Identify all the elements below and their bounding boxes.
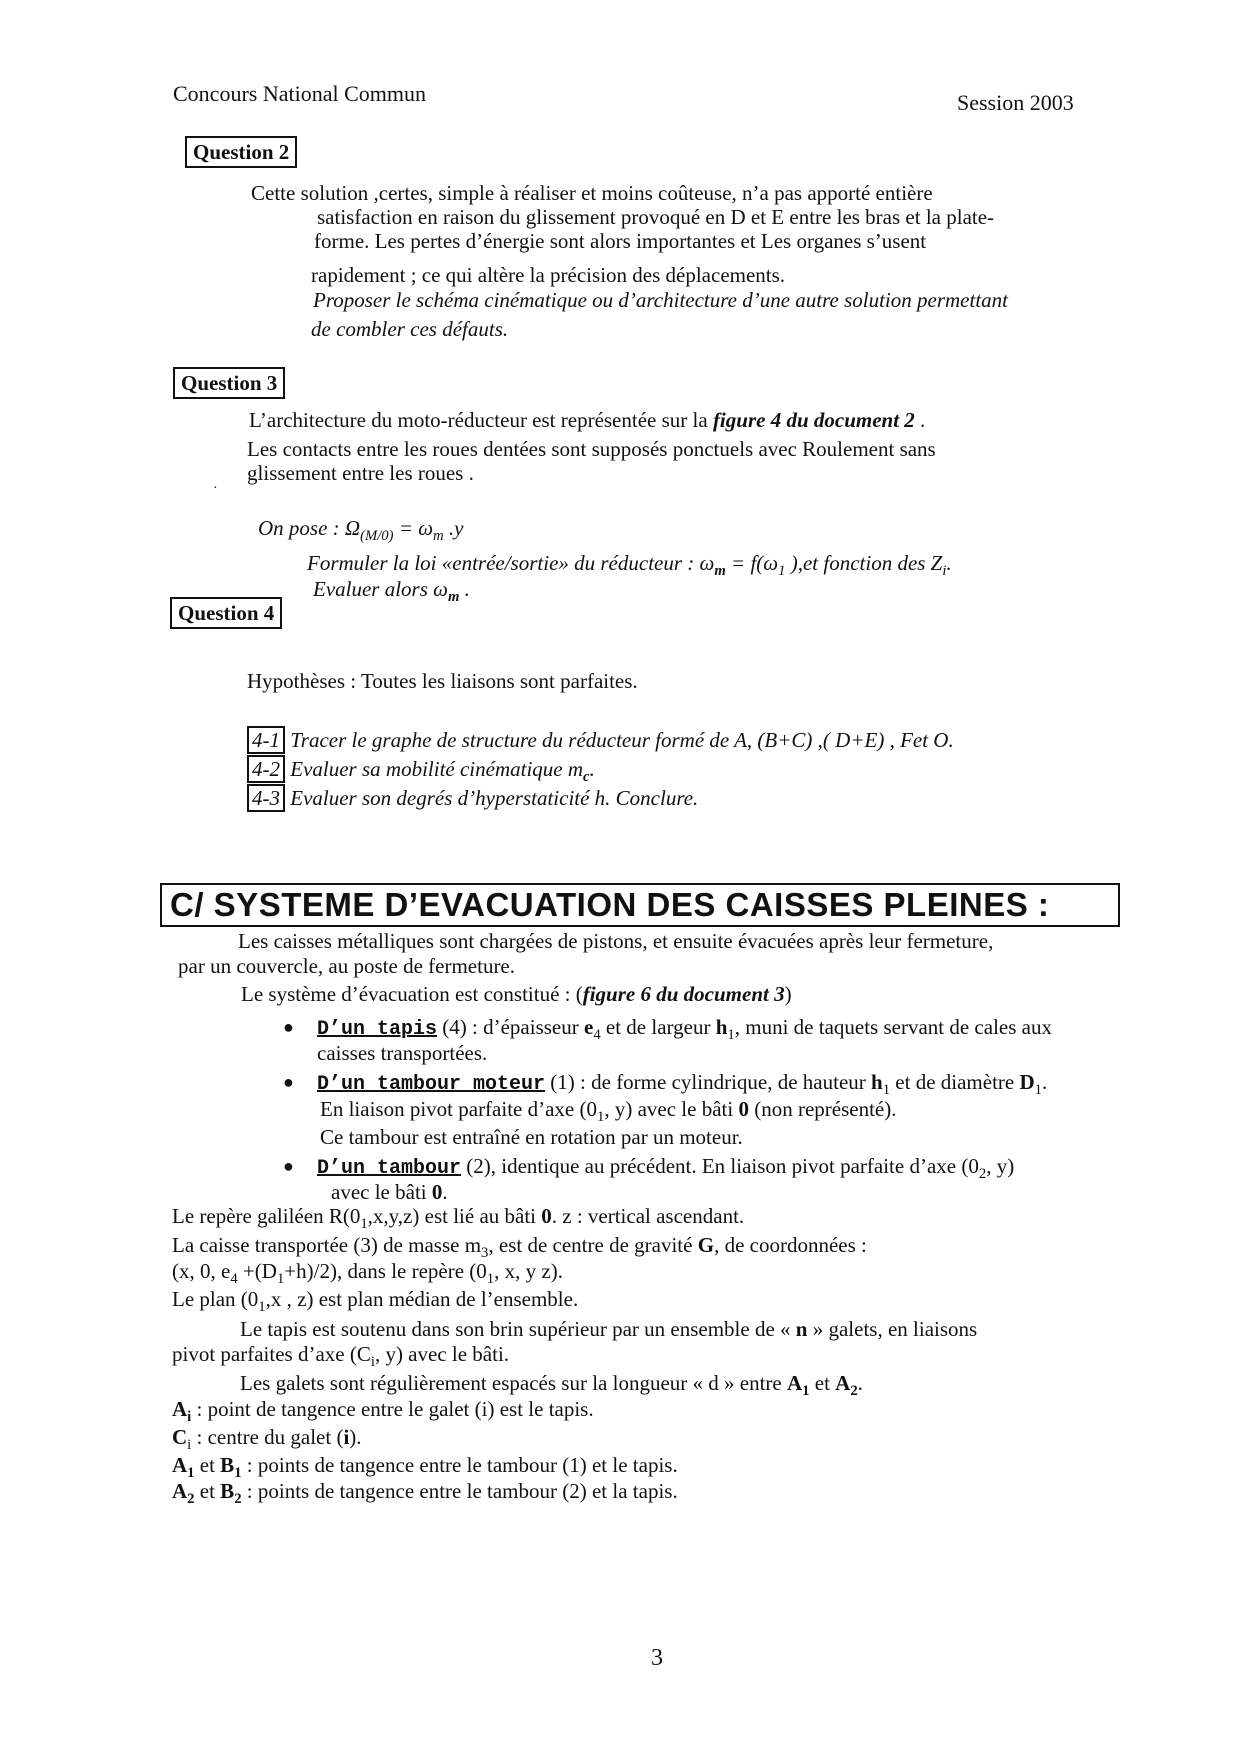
sc-bullet-1-h-sub: 1 (727, 1027, 735, 1044)
sc-def-2 (172, 1424, 362, 1455)
sc-bullet-1-line-2: caisses transportées. (317, 1041, 488, 1065)
sc-def-4-text: : points de tangence entre le tambour (2) et la tapis. (241, 1479, 678, 1503)
q3-formula-end-sub: i (942, 563, 947, 580)
q3-pose-eq-sub: m (433, 528, 444, 545)
sc-bullet-2-h: h (871, 1070, 883, 1094)
sc-def-1-sym: A (172, 1397, 188, 1421)
sc-p7-mid: et (809, 1371, 836, 1395)
sc-p3-sub2: 1 (276, 1271, 285, 1288)
sc-p1-mid: ,x,y,z) est lié au bâti (367, 1204, 542, 1228)
q3-pose (258, 515, 463, 546)
q2-line-4: rapidement ; ce qui altère la précision des déplacements. (311, 263, 786, 287)
sc-p7-a1: A (786, 1371, 803, 1395)
sc-bullet-3-end: , y) (986, 1154, 1015, 1178)
sc-bullet-1-h: h (715, 1015, 728, 1039)
q3-formula-sub: m (714, 563, 726, 580)
q4-item-1 (247, 727, 954, 753)
q3-formula-mid: = f(ω (725, 551, 779, 575)
q4-item-1-text: Tracer le graphe de structure du réducteur formé de A, (B+C) ,( D+E) , Fet O. (290, 728, 954, 752)
sc-bullet-3-line-2 (331, 1179, 448, 1205)
sc-def-3-b: B (220, 1453, 235, 1477)
bullet-icon: ● (283, 1156, 294, 1176)
sc-intro-3 (241, 981, 792, 1007)
sc-bullet-2-l2-end: , y) avec le bâti (604, 1097, 739, 1121)
sc-bullet-1-text3: , muni de taquets servant de cales aux (734, 1015, 1052, 1039)
q3-line-3: glissement entre les roues . (247, 461, 474, 485)
sc-p4-sub: 1 (258, 1299, 266, 1316)
sc-bullet-3-l2-zero: 0 (431, 1180, 443, 1204)
q3-pose-eq: = ω (393, 516, 434, 540)
q3-evaluate (313, 576, 470, 607)
sc-intro-3-ref: figure 6 du document 3 (582, 982, 785, 1006)
sc-p6 (172, 1341, 509, 1372)
sc-def-2-end: ). (349, 1425, 362, 1449)
q4-item-2 (247, 756, 595, 787)
sc-intro-3-end: ) (784, 982, 792, 1006)
q3-formula-mid-sub: 1 (778, 563, 786, 580)
sc-bullet-2-d: D (1019, 1070, 1035, 1094)
sc-intro-2: par un couvercle, au poste de fermeture. (178, 954, 516, 978)
sc-def-1 (172, 1396, 594, 1427)
sc-p2-text: La caisse transportée (3) de masse m (172, 1233, 482, 1257)
sc-p7-text: Les galets sont régulièrement espacés sur la longueur « d » entre (240, 1371, 787, 1395)
sc-bullet-3-text: (2), identique au précédent. En liaison pivot parfaite d’axe (0 (461, 1154, 979, 1178)
sc-bullet-1-e: e (583, 1015, 594, 1039)
q3-pose-sub: (M/0) (360, 528, 394, 545)
q3-formula-text: Formuler la loi «entrée/sortie» du réducteur : ω (307, 551, 715, 575)
sc-p7-a2: A (835, 1371, 851, 1395)
q3-evaluate-sub: m (447, 589, 460, 606)
sc-p5-text: Le tapis est soutenu dans son brin supérieur par un ensemble de « (240, 1317, 796, 1341)
q4-item-3-text: Evaluer son degrés d’hyperstaticité h. Conclure. (290, 786, 699, 810)
q3-figure-ref: figure 4 du document 2 (712, 408, 915, 432)
q3-formula-end: ),et fonction des Z (785, 551, 943, 575)
sc-def-4-a: A (172, 1479, 188, 1503)
sc-def-1-sub: i (187, 1409, 192, 1426)
sc-def-2-i: i (343, 1425, 350, 1449)
sc-bullet-2-l2-sub: 1 (597, 1109, 605, 1126)
sc-p3 (172, 1258, 563, 1289)
stray-dot: · (213, 481, 218, 496)
sc-intro-3-text: Le système d’évacuation est constitué : ( (241, 982, 583, 1006)
q3-pose-text: On pose : Ω (258, 516, 361, 540)
q3-pose-end: .y (443, 516, 464, 540)
question-2-label: Question 2 (185, 136, 297, 168)
sc-p6-end: , y) avec le bâti. (374, 1342, 510, 1366)
q4-item-2-tag: 4-2 (247, 755, 285, 783)
sc-p1-zero: 0 (541, 1204, 552, 1228)
sc-p6-text: pivot parfaites d’axe (C (172, 1342, 371, 1366)
sc-p7-a1-sub: 1 (802, 1383, 810, 1400)
sc-p5-end: » galets, en liaisons (807, 1317, 978, 1341)
q4-hypotheses: Hypothèses : Toutes les liaisons sont parfaites. (247, 669, 638, 693)
sc-bullet-2-l2-text: En liaison pivot parfaite d’axe (0 (320, 1097, 597, 1121)
sc-bullet-2-l2-tail: (non représenté). (748, 1097, 897, 1121)
sc-bullet-2-text3: . (1042, 1070, 1048, 1094)
q3-evaluate-dot: . (459, 577, 470, 601)
sc-bullet-1-title: D’un tapis (317, 1018, 438, 1041)
sc-bullet-2-h-sub: 1 (882, 1082, 891, 1099)
sc-p6-sub: i (370, 1354, 375, 1371)
q3-line-1 (249, 407, 925, 433)
sc-def-4-a-sub: 2 (187, 1491, 195, 1508)
question-3-label: Question 3 (173, 367, 285, 399)
sc-bullet-2 (317, 1069, 1047, 1100)
sc-bullet-2-title: D’un tambour moteur (317, 1073, 546, 1096)
sc-p2-mid: , est de centre de gravité (488, 1233, 698, 1257)
sc-p3-tail: , x, y z). (494, 1259, 563, 1283)
sc-bullet-2-line-2 (320, 1096, 896, 1127)
q3-line-1-end: . (914, 408, 926, 432)
sc-bullet-2-l2-zero: 0 (738, 1097, 749, 1121)
sc-def-4-b: B (220, 1479, 235, 1503)
q4-item-3 (247, 785, 698, 811)
sc-def-1-text: : point de tangence entre le galet (i) est le tapis. (191, 1397, 594, 1421)
sc-def-2-sub: i (187, 1437, 192, 1454)
q4-item-2-end: . (589, 757, 595, 781)
sc-p7-a2-sub: 2 (850, 1383, 858, 1400)
page-number: 3 (651, 1645, 663, 1671)
sc-def-3-a-sub: 1 (187, 1465, 195, 1482)
q4-item-3-tag: 4-3 (247, 784, 285, 812)
sc-bullet-2-text2: et de diamètre (890, 1070, 1020, 1094)
q3-line-1-text: L’architecture du moto-réducteur est représentée sur la (249, 408, 713, 432)
sc-p1-text: Le repère galiléen R(0 (172, 1204, 361, 1228)
sc-def-3-text: : points de tangence entre le tambour (1) et le tapis. (241, 1453, 678, 1477)
sc-p3-mid: +(D (237, 1259, 277, 1283)
bullet-icon: ● (283, 1017, 294, 1037)
header-left: Concours National Commun (173, 81, 426, 106)
sc-def-3-mid: et (194, 1453, 221, 1477)
q2-line-1: Cette solution ,certes, simple à réaliser et moins coûteuse, n’a pas apporté entière (251, 181, 933, 205)
sc-def-3-b-sub: 1 (234, 1465, 242, 1482)
sc-bullet-1-text2: et de largeur (600, 1015, 716, 1039)
sc-bullet-3-l2-text: avec le bâti (331, 1180, 432, 1204)
sc-def-2-text: : centre du galet ( (191, 1425, 344, 1449)
sc-def-4 (172, 1478, 678, 1509)
sc-bullet-3-l2-end: . (442, 1180, 448, 1204)
bullet-icon: ● (283, 1072, 294, 1092)
q3-evaluate-text: Evaluer alors ω (313, 577, 448, 601)
sc-p3-sub3: 1 (486, 1271, 495, 1288)
question-4-label: Question 4 (170, 597, 282, 629)
sc-def-4-b-sub: 2 (234, 1491, 242, 1508)
sc-bullet-2-d-sub: 1 (1034, 1082, 1042, 1099)
sc-p5 (240, 1316, 977, 1342)
sc-def-2-sym: C (172, 1425, 188, 1449)
sc-p3-sub: 4 (230, 1271, 238, 1288)
sc-p7-end: . (857, 1371, 863, 1395)
q4-item-2-sub: c (583, 769, 590, 786)
q4-item-2-text: Evaluer sa mobilité cinématique m (290, 757, 584, 781)
q2-line-6: de combler ces défauts. (311, 317, 509, 341)
sc-p2-end: , de coordonnées : (714, 1233, 867, 1257)
header-right: Session 2003 (957, 90, 1074, 115)
q2-line-5: Proposer le schéma cinématique ou d’architecture d’une autre solution permettant (313, 288, 1008, 312)
sc-p1-end: . z : vertical ascendant. (551, 1204, 745, 1228)
sc-def-3-a: A (172, 1453, 188, 1477)
sc-p4-text: Le plan (0 (172, 1287, 259, 1311)
sc-p3-end: +h)/2), dans le repère (0 (284, 1259, 487, 1283)
sc-p4-end: ,x , z) est plan médian de l’ensemble. (265, 1287, 579, 1311)
sc-p1-sub: 1 (360, 1216, 368, 1233)
sc-def-4-mid: et (194, 1479, 221, 1503)
sc-bullet-1-text: (4) : d’épaisseur (437, 1015, 584, 1039)
q2-line-2: satisfaction en raison du glissement provoqué en D et E entre les bras et la plate- (317, 205, 995, 229)
sc-bullet-2-text: (1) : de forme cylindrique, de hauteur (545, 1070, 872, 1094)
sc-bullet-2-line-3: Ce tambour est entraîné en rotation par un moteur. (320, 1125, 743, 1149)
section-c-title: C/ SYSTEME D’EVACUATION DES CAISSES PLEINES : (160, 883, 1120, 927)
sc-p4 (172, 1286, 578, 1317)
sc-p5-n: n (795, 1317, 808, 1341)
sc-p2-sub: 3 (481, 1245, 489, 1262)
sc-bullet-3-sub: 2 (978, 1166, 987, 1183)
sc-intro-1: Les caisses métalliques sont chargées de pistons, et ensuite évacuées après leur fermeture, (238, 929, 994, 953)
sc-p3-text: (x, 0, e (172, 1259, 231, 1283)
q4-item-1-tag: 4-1 (247, 726, 285, 754)
sc-bullet-3-title: D’un tambour (317, 1157, 462, 1180)
q2-line-3: forme. Les pertes d’énergie sont alors importantes et Les organes s’usent (314, 229, 927, 253)
sc-p2-g: G (697, 1233, 715, 1257)
sc-p1 (172, 1203, 744, 1234)
q3-formula-dot: . (946, 551, 952, 575)
sc-bullet-1-e-sub: 4 (593, 1027, 601, 1044)
q3-line-2: Les contacts entre les roues dentées sont supposés ponctuels avec Roulement sans (247, 437, 936, 461)
